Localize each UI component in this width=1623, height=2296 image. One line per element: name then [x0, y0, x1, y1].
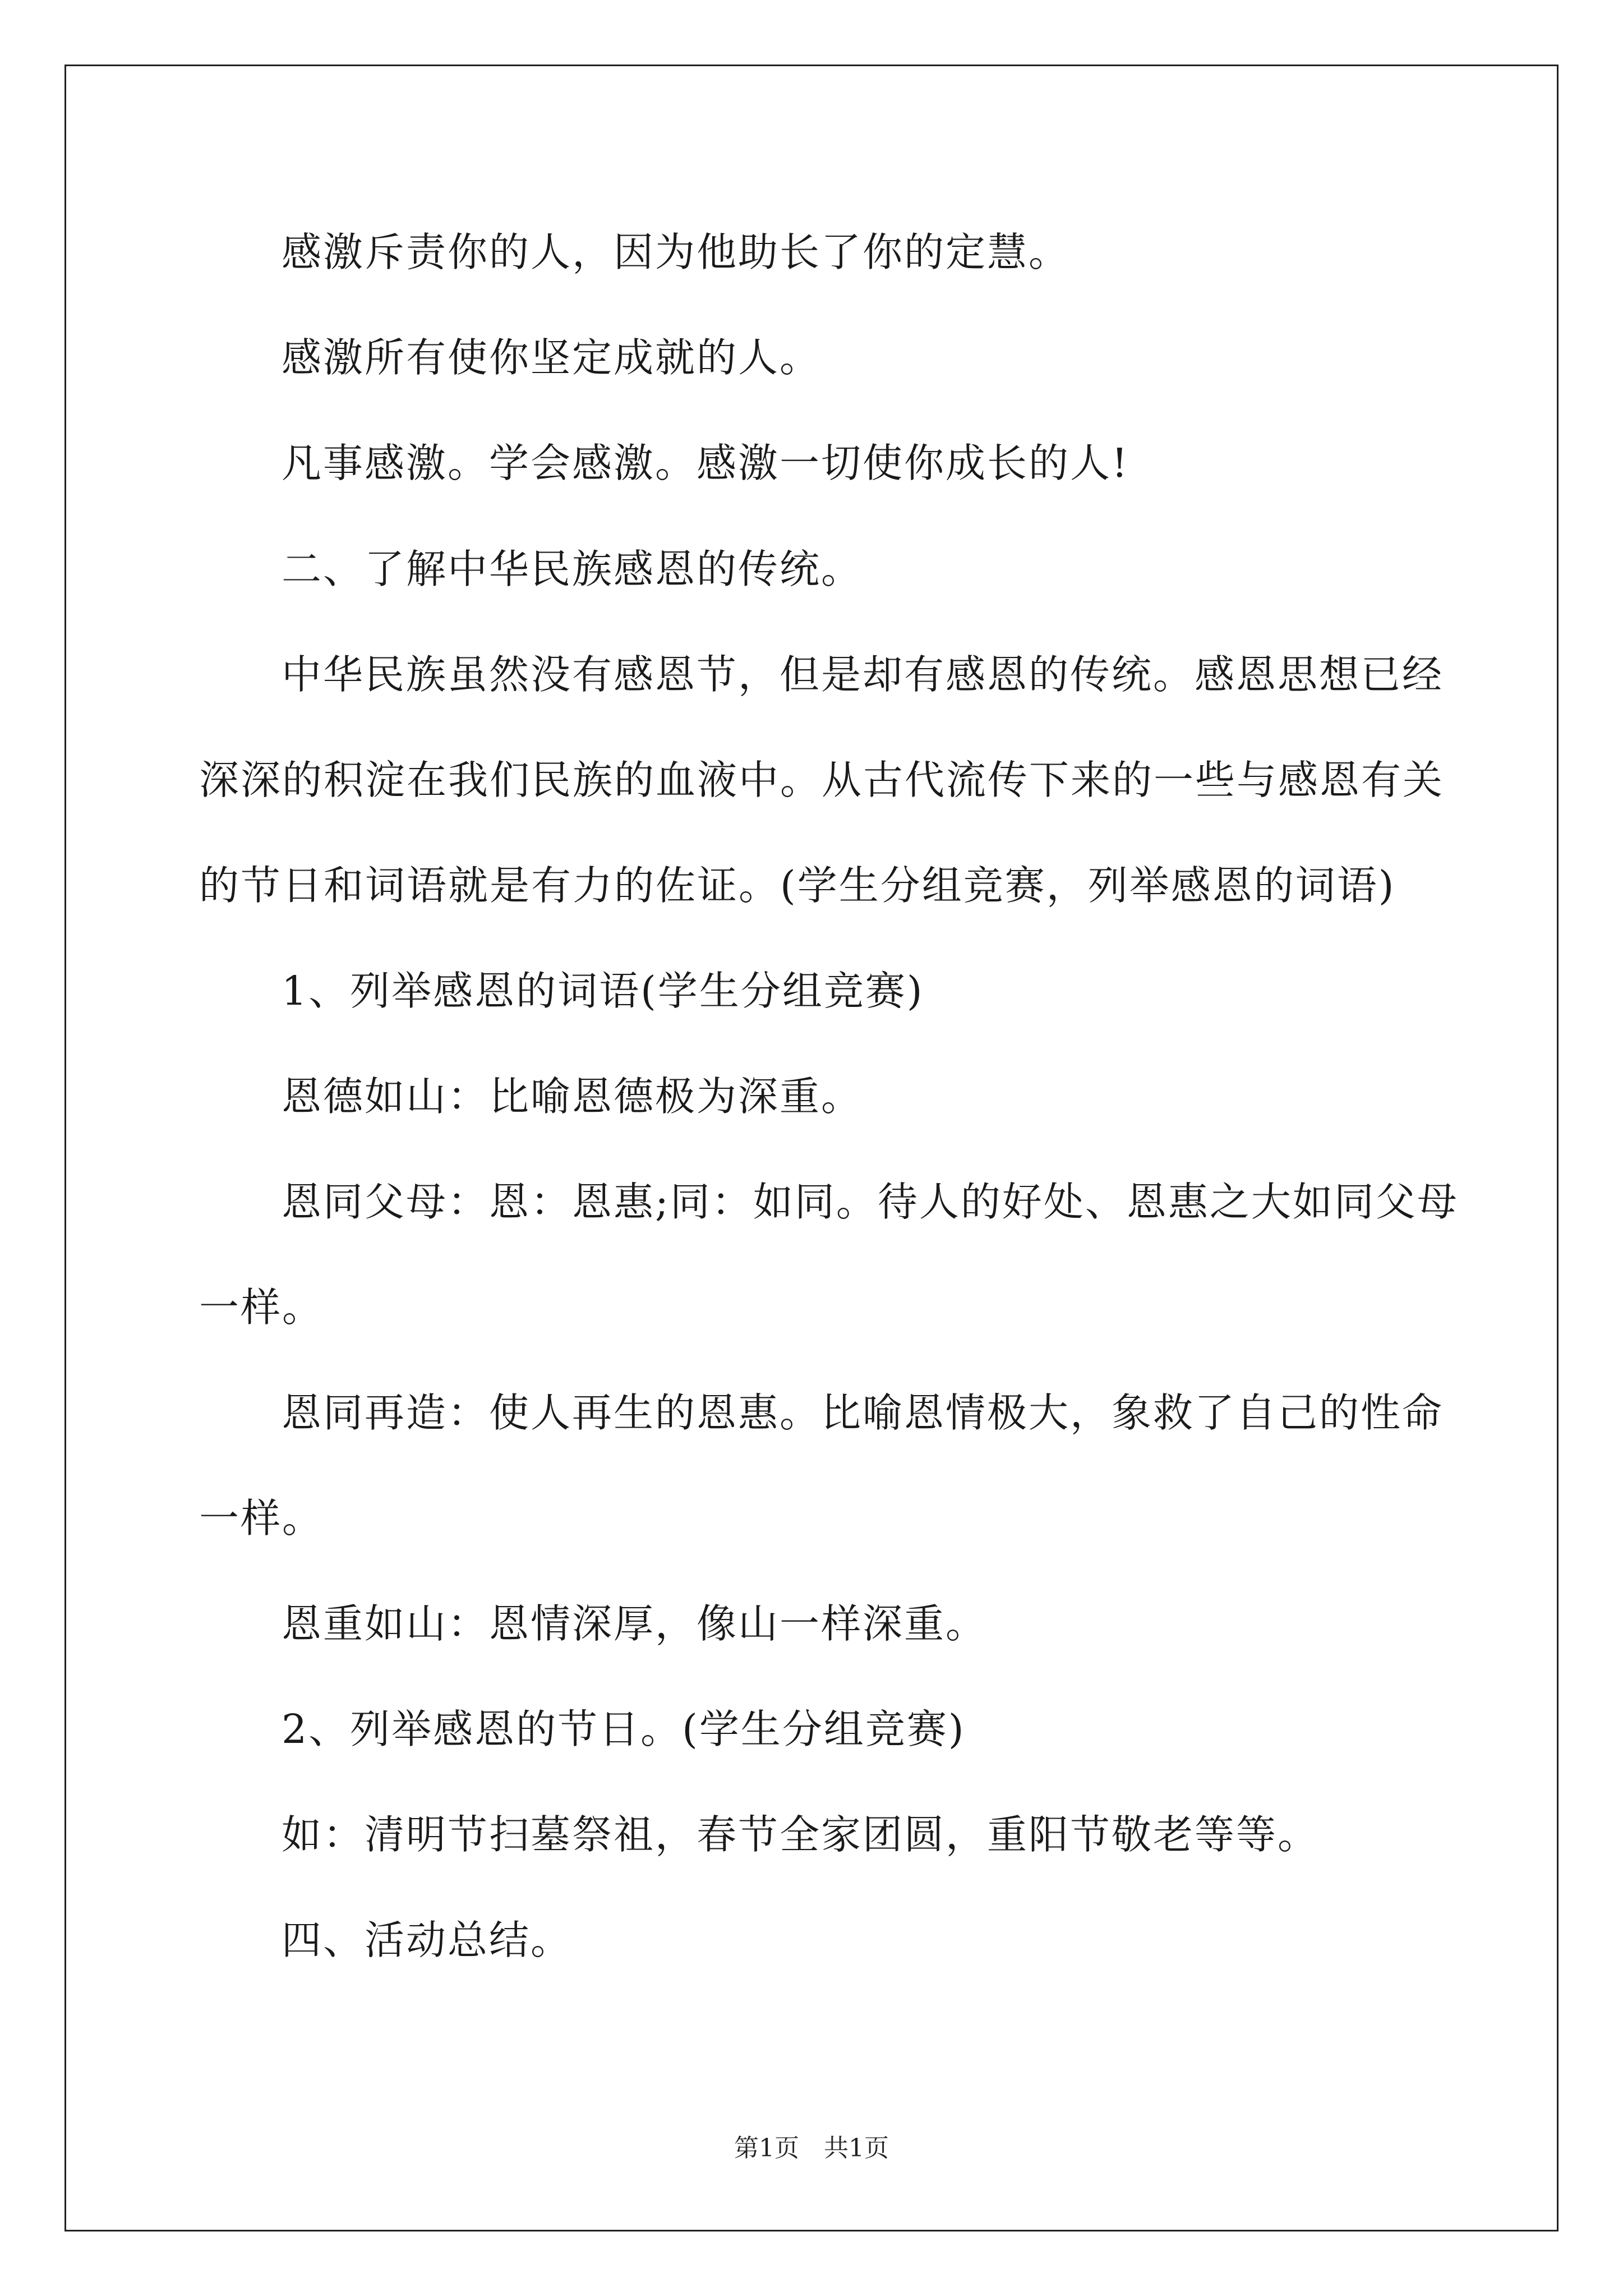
paragraph-line: 恩同再造：使人再生的恩惠。比喻恩情极大，象救了自己的性命 — [282, 1389, 1444, 1436]
paragraph-line: 感激斥责你的人，因为他助长了你的定慧。 — [282, 229, 1071, 275]
paragraph-line: 恩重如山：恩情深厚，像山一样深重。 — [282, 1600, 988, 1647]
paragraph-line: 感激所有使你坚定成就的人。 — [282, 334, 822, 381]
paragraph-line: 的节日和词语就是有力的佐证。(学生分组竞赛，列举感恩的词语) — [199, 862, 1396, 909]
paragraph-line: 恩德如山：比喻恩德极为深重。 — [282, 1073, 863, 1120]
section-heading: 二、了解中华民族感恩的传统。 — [282, 546, 863, 592]
paragraph-line: 一样。 — [199, 1284, 324, 1331]
paragraph-line: 凡事感激。学会感激。感激一切使你成长的人! — [282, 440, 1129, 486]
page-number-footer: 第1页 共1页 — [734, 2134, 889, 2162]
paragraph-line: 深深的积淀在我们民族的血液中。从古代流传下来的一些与感恩有关 — [199, 757, 1445, 803]
list-heading: 2、列举感恩的节日。(学生分组竞赛) — [282, 1706, 966, 1752]
paragraph-line: 一样。 — [199, 1495, 324, 1542]
paragraph-line: 恩同父母：恩：恩惠;同：如同。待人的好处、恩惠之大如同父母 — [282, 1179, 1459, 1225]
section-heading: 四、活动总结。 — [282, 1917, 573, 1963]
list-heading: 1、列举感恩的词语(学生分组竞赛) — [282, 968, 924, 1014]
paragraph-line: 中华民族虽然没有感恩节，但是却有感恩的传统。感恩思想已经 — [282, 651, 1444, 698]
page-border — [64, 65, 1559, 2231]
paragraph-line: 如：清明节扫墓祭祖，春节全家团圆，重阳节敬老等等。 — [282, 1811, 1320, 1858]
